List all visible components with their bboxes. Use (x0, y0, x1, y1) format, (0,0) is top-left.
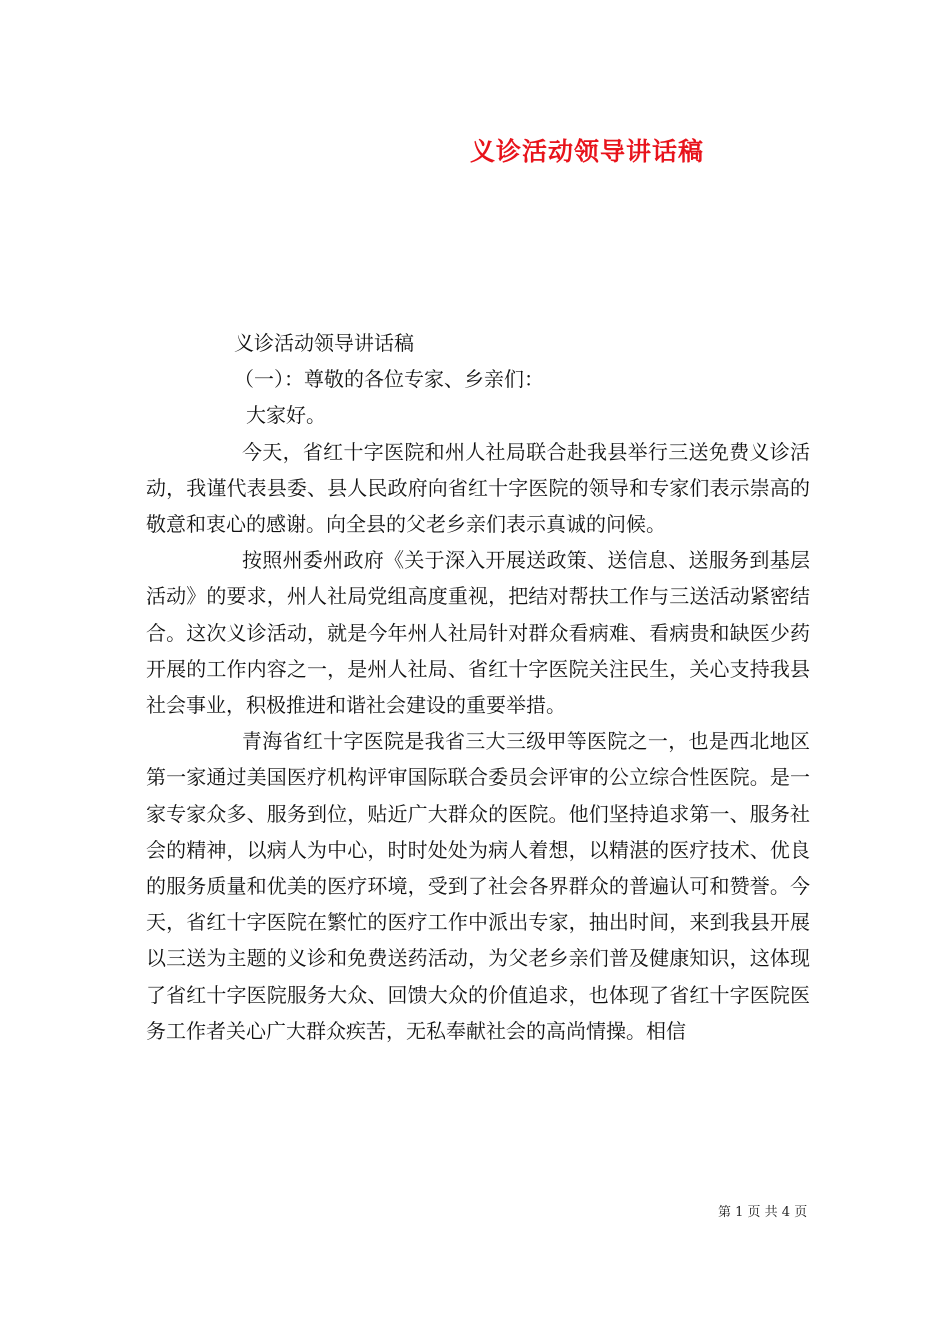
page-number-footer: 第 1 页 共 4 页 (718, 1205, 808, 1220)
salutation-line: （一）：尊敬的各位专家、乡亲们： (234, 367, 544, 392)
document-subtitle: 义诊活动领导讲话稿 (234, 331, 414, 355)
body-paragraph-1: 今天，省红十字医院和州人社局联合赴我县举行三送免费义诊活动，我谨代表县委、县人民政府向省红十字医院的领导和专家们表示崇高的敬意和衷心的感谢。向全县的父老乡亲们表示真诚的问候。 (146, 439, 810, 537)
body-paragraph-2: 按照州委州政府《关于深入开展送政策、送信息、送服务到基层活动》的要求，州人社局党组高度重视，把结对帮扶工作与三送活动紧密结合。这次义诊活动，就是今年州人社局针对群众看病难、看病贵和缺医少药开展的工作内容之一，是州人社局、省红十字医院关注民生，关心支持我县社会事业，积极推进和谐社会建设的重要举措。 (146, 548, 810, 718)
greeting-line: 大家好。 (246, 403, 326, 428)
document-body (146, 325, 810, 1049)
document-title: 义诊活动领导讲话稿 (470, 137, 705, 166)
body-paragraph-3: 青海省红十字医院是我省三大三级甲等医院之一，也是西北地区第一家通过美国医疗机构评审国际联合委员会评审的公立综合性医院。是一家专家众多、服务到位，贴近广大群众的医院。他们坚持追求第一、服务社会的精神，以病人为中心，时时处处为病人着想，以精湛的医疗技术、优良的服务质量和优美的医疗环境，受到了社会各界群众的普遍认可和赞誉。今天，省红十字医院在繁忙的医疗工作中派出专家，抽出时间，来到我县开展以三送为主题的义诊和免费送药活动，为父老乡亲们普及健康知识，这体现了省红十字医院服务大众、回馈大众的价值追求，也体现了省红十字医院医务工作者关心广大群众疾苦，无私奉献社会的高尚情操。相信 (146, 729, 810, 1043)
